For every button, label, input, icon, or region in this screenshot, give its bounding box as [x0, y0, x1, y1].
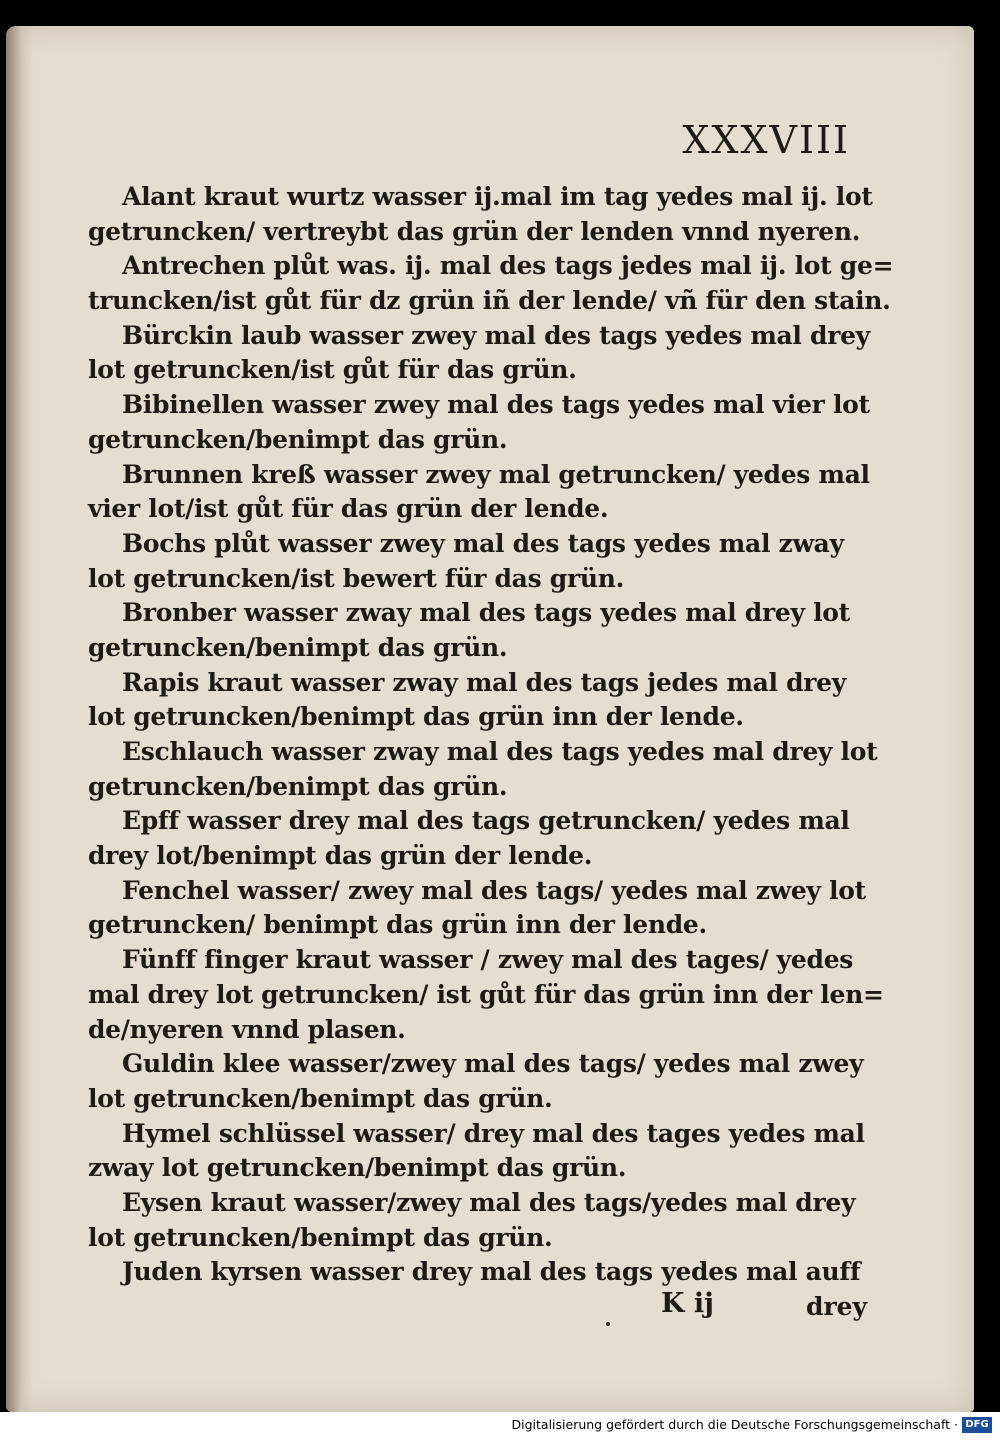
text-line: de/nyeren vnnd plasen.	[88, 1014, 406, 1044]
text-line: getruncken/benimpt das grün.	[88, 424, 508, 454]
text-line: Hymel schlüssel wasser/ drey mal des tages yedes mal	[122, 1118, 865, 1148]
dfg-logo-icon[interactable]: DFG	[962, 1417, 992, 1433]
signature-mark: K ij	[661, 1288, 714, 1319]
text-line: getruncken/ vertreybt das grün der lenden vnnd nyeren.	[88, 216, 861, 246]
text-line: lot getruncken/benimpt das grün inn der lende.	[88, 702, 744, 732]
text-line: Brunnen kreß wasser zwey mal getruncken/ yedes mal	[122, 459, 870, 489]
page-footer	[6, 1288, 974, 1328]
ink-speck	[606, 1322, 610, 1326]
credit-bar	[0, 1412, 1000, 1440]
text-line: mal drey lot getruncken/ ist gůt für das grün inn der len=	[88, 979, 884, 1009]
catchword: drey	[806, 1292, 868, 1321]
text-line: Antrechen plůt was. ij. mal des tags jedes mal ij. lot ge=	[122, 251, 894, 281]
text-line: lot getruncken/ist gůt für das grün.	[88, 355, 577, 385]
text-line: lot getruncken/ist bewert für das grün.	[88, 563, 624, 593]
text-line: Guldin klee wasser/zwey mal des tags/ yedes mal zwey	[122, 1049, 864, 1079]
text-line: Bochs plůt wasser zwey mal des tags yedes mal zway	[122, 528, 844, 558]
text-line: Alant kraut wurtz wasser ij.mal im tag yedes mal ij. lot	[122, 182, 873, 211]
text-line: vier lot/ist gůt für das grün der lende.	[88, 494, 609, 524]
text-line: Bronber wasser zway mal des tags yedes mal drey lot	[122, 598, 850, 628]
funding-credit[interactable]: Digitalisierung gefördert durch die Deutsche Forschungsgemeinschaft ·	[511, 1417, 958, 1432]
page-text	[88, 180, 894, 1290]
text-line: zway lot getruncken/benimpt das grün.	[88, 1153, 627, 1183]
text-line: Eysen kraut wasser/zwey mal des tags/yedes mal drey	[122, 1187, 856, 1217]
text-line: Fenchel wasser/ zwey mal des tags/ yedes mal zwey lot	[122, 875, 866, 905]
text-line: lot getruncken/benimpt das grün.	[88, 1083, 553, 1113]
text-line: getruncken/benimpt das grün.	[88, 632, 508, 662]
text-line: Bürckin laub wasser zwey mal des tags yedes mal drey	[122, 320, 870, 350]
text-line: Eschlauch wasser zway mal des tags yedes mal drey lot	[122, 737, 878, 766]
book-page	[6, 26, 974, 1412]
text-line: Juden kyrsen wasser drey mal des tags yedes mal auff	[122, 1257, 861, 1287]
text-line: getruncken/ benimpt das grün inn der lende.	[88, 910, 707, 940]
text-line: drey lot/benimpt das grün der lende.	[88, 841, 593, 871]
text-line: Rapis kraut wasser zway mal des tags jedes mal drey	[122, 667, 846, 697]
text-line: Epff wasser drey mal des tags getruncken/ yedes mal	[122, 806, 850, 836]
text-line: Fünff finger kraut wasser / zwey mal des tages/ yedes	[122, 945, 854, 975]
text-line: truncken/ist gůt für dz grün iñ der lende/ vñ für den stain.	[88, 286, 891, 316]
text-line: Bibinellen wasser zwey mal des tags yedes mal vier lot	[122, 390, 870, 420]
text-line: lot getruncken/benimpt das grün.	[88, 1222, 553, 1252]
text-line: getruncken/benimpt das grün.	[88, 771, 508, 801]
folio-number: XXXVIII	[682, 118, 850, 162]
